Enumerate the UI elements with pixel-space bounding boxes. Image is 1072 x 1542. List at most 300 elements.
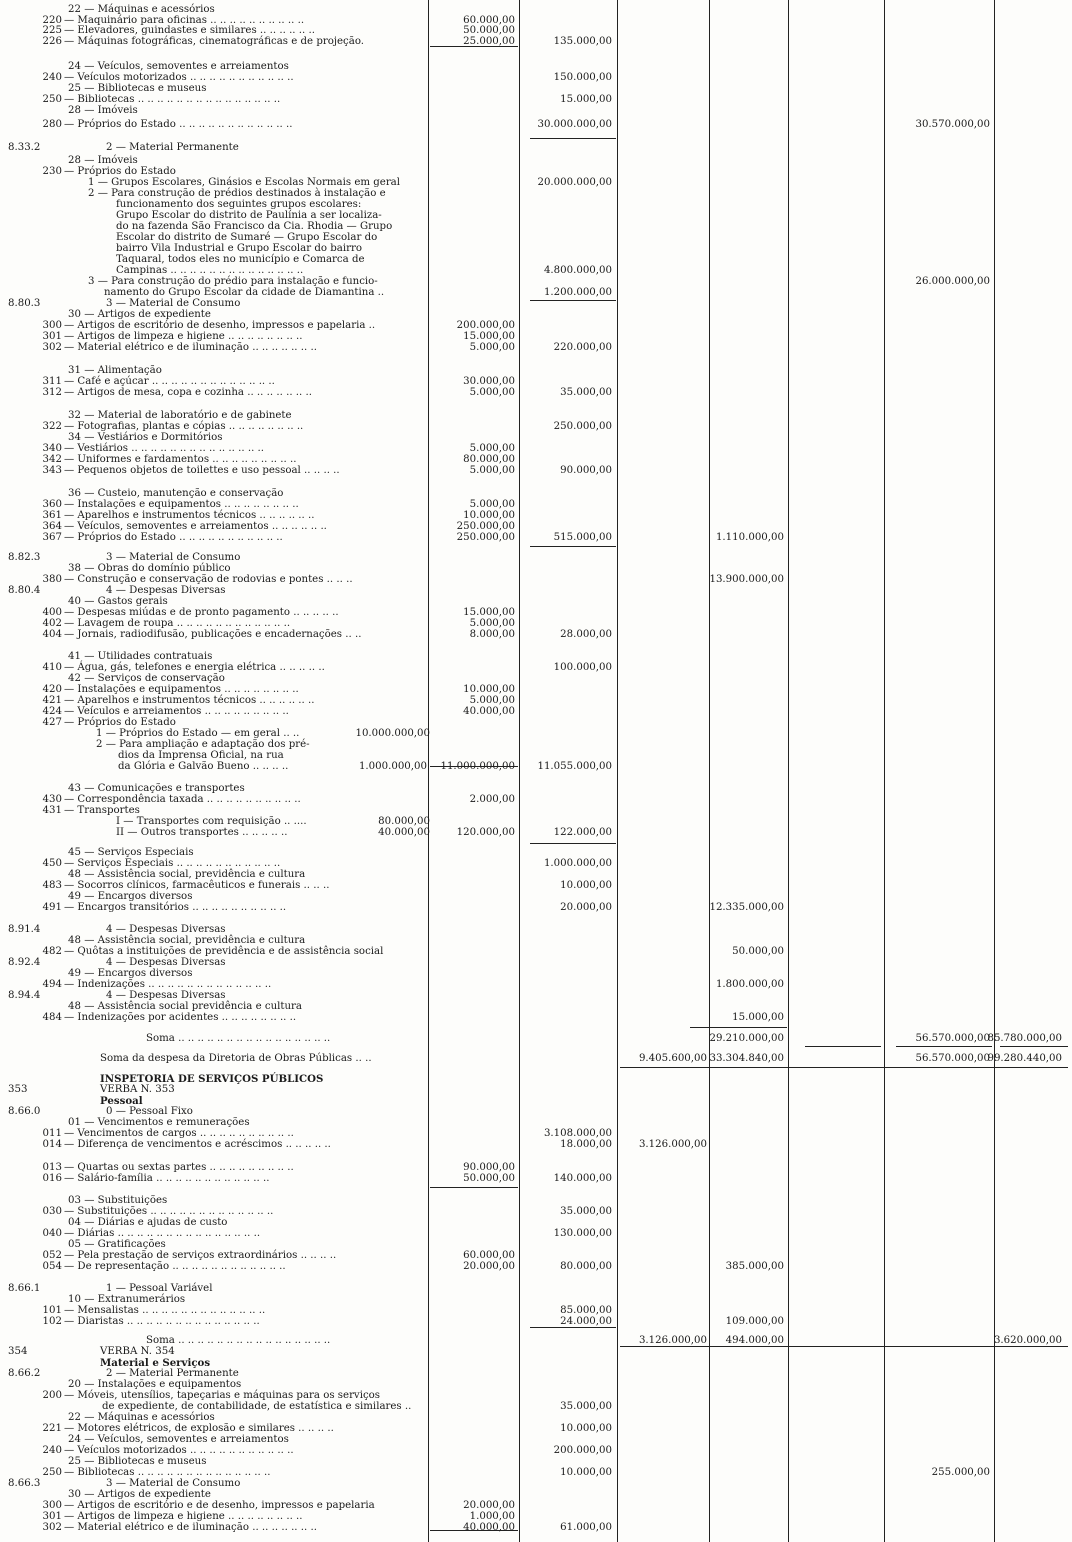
item-code: 301 [42, 1511, 62, 1522]
item-label: 1 — Grupos Escolares, Ginásios e Escolas Normais em geral [88, 177, 401, 188]
item-code: 482 [42, 946, 62, 957]
amount-c4: 15.000,00 [732, 1012, 784, 1023]
item-label: — Artigos de limpeza e higiene .. .. .. .. .. .. .. .. [64, 331, 303, 342]
item-label: — Mensalistas .. .. .. .. .. .. .. .. .. .. .. .. .. [64, 1305, 266, 1316]
item-label: — Diárias .. .. .. .. .. .. .. .. .. .. .. .. .. .. .. [64, 1228, 261, 1239]
item-code: 380 [42, 574, 62, 585]
amount-c2: 30.000.000,00 [537, 119, 612, 130]
budget-line [0, 1174, 1072, 1185]
column-underline [896, 1046, 992, 1047]
amount-c4: 13.900.000,00 [709, 574, 784, 585]
item-code: 302 [42, 342, 62, 353]
item-label: — Máquinas fotográficas, cinematográficas e de projeção. [64, 36, 365, 47]
item-label: — Móveis, utensílios, tapeçarias e máquinas para os serviços [64, 1390, 381, 1401]
item-label: — Serviços Especiais .. .. .. .. .. .. .. .. .. .. .. [64, 858, 281, 869]
item-label: namento do Grupo Escolar da cidade de Diamantina .. [104, 287, 385, 298]
budget-line [0, 120, 1072, 131]
item-code: 054 [42, 1261, 62, 1272]
item-code: 427 [42, 717, 62, 728]
column-underline [430, 1187, 518, 1188]
item-code: 200 [42, 1390, 62, 1401]
amount-c1: 10.000,00 [463, 684, 515, 695]
section-code: 353 [8, 1084, 28, 1095]
item-label: — Correspondência taxada .. .. .. .. .. .. .. .. .. .. [64, 794, 301, 805]
item-code: 450 [42, 858, 62, 869]
item-label: 36 — Custeio, manutenção e conservação [68, 488, 284, 499]
amount-c2: 80.000,00 [560, 1261, 612, 1272]
item-label: — Transportes [64, 805, 140, 816]
amount-c1: 5.000,00 [469, 465, 515, 476]
item-label: 41 — Utilidades contratuais [68, 651, 213, 662]
item-label: — Instalações e equipamentos .. .. .. .. .. .. .. .. [64, 684, 299, 695]
item-code: 040 [42, 1228, 62, 1239]
item-label: — Artigos de escritório de desenho, impressos e papelaria .. [64, 320, 376, 331]
item-label: 1 — Próprios do Estado — em geral .. .. [96, 728, 300, 739]
amount-c1: 15.000,00 [463, 607, 515, 618]
item-label: — Bibliotecas .. .. .. .. .. .. .. .. .. .. .. .. .. .. [64, 1467, 271, 1478]
item-label: — Motores elétricos, de explosão e similares .. .. .. .. [64, 1423, 334, 1434]
amount-c2: 10.000,00 [560, 880, 612, 891]
item-label: Campinas .. .. .. .. .. .. .. .. .. .. .. .. .. .. [116, 265, 304, 276]
item-code: 430 [42, 794, 62, 805]
item-code: 494 [42, 979, 62, 990]
amount-c2: 1.000.000,00 [543, 858, 612, 869]
amount-c7: 3.620.000,00 [993, 1335, 1062, 1346]
item-code: 016 [42, 1173, 62, 1184]
item-code: 226 [42, 36, 62, 47]
amount-c1: 50.000,00 [463, 25, 515, 36]
item-label: — Artigos de escritório e de desenho, impressos e papelaria [64, 1500, 375, 1511]
item-label: 25 — Bibliotecas e museus [68, 1456, 207, 1467]
budget-line [0, 106, 1072, 117]
inline-value: 10.000.000,00 [355, 728, 430, 739]
column-underline [530, 138, 616, 139]
budget-line [0, 828, 1072, 839]
amount-c2: 15.000,00 [560, 94, 612, 105]
item-label: 3 — Material de Consumo [106, 1478, 241, 1489]
budget-line [0, 1523, 1072, 1534]
item-label: INSPETORIA DE SERVIÇOS PÚBLICOS [100, 1073, 324, 1085]
item-label: — Artigos de mesa, copa e cozinha .. .. .. .. .. .. .. [64, 387, 312, 398]
amount-c2: 18.000,00 [560, 1139, 612, 1150]
amount-c2: 150.000,00 [553, 72, 612, 83]
amount-c2: 220.000,00 [553, 342, 612, 353]
amount-c2: 135.000,00 [553, 36, 612, 47]
item-label: — Encargos transitórios .. .. .. .. .. .. .. .. .. .. [64, 902, 287, 913]
item-code: 424 [42, 706, 62, 717]
section-code: 8.80.4 [8, 585, 41, 596]
amount-c4: 109.000,00 [725, 1316, 784, 1327]
item-label: 2 — Material Permanente [106, 142, 239, 153]
amount-c1: 20.000,00 [463, 1500, 515, 1511]
column-underline [805, 1046, 881, 1047]
inline-value: 80.000,00 [378, 816, 430, 827]
item-label: Taquaral, todos eles no município e Comarca de [116, 254, 365, 265]
item-code: 301 [42, 331, 62, 342]
item-label: 48 — Assistência social, previdência e cultura [68, 869, 306, 880]
item-code: 052 [42, 1250, 62, 1261]
item-label: de expediente, de contabilidade, de estatística e similares .. [102, 1401, 412, 1412]
item-code: 483 [42, 880, 62, 891]
item-label: 32 — Material de laboratório e de gabinete [68, 410, 292, 421]
budget-line [0, 1262, 1072, 1273]
amount-c2: 20.000.000,00 [537, 177, 612, 188]
amount-c4: 1.110.000,00 [715, 532, 784, 543]
amount-c1: 11.000.000,00 [440, 761, 515, 772]
amount-c4: 29.210.000,00 [709, 1033, 784, 1044]
amount-c1: 90.000,00 [463, 1162, 515, 1173]
item-label: — Quôtas a instituições de previdência e de assistência social [64, 946, 384, 957]
item-label: — Indenizações .. .. .. .. .. .. .. .. .. .. .. .. .. [64, 979, 272, 990]
item-label: 43 — Comunicações e transportes [68, 783, 245, 794]
item-code: 404 [42, 629, 62, 640]
section-code: 8.66.2 [8, 1368, 41, 1379]
item-code: 360 [42, 499, 62, 510]
amount-c4: 12.335.000,00 [709, 902, 784, 913]
amount-c1: 250.000,00 [456, 532, 515, 543]
item-code: 402 [42, 618, 62, 629]
item-label: 45 — Serviços Especiais [68, 847, 194, 858]
item-label: — Artigos de limpeza e higiene .. .. .. .. .. .. .. .. [64, 1511, 303, 1522]
section-code: 8.66.0 [8, 1106, 41, 1117]
section-code: 8.92.4 [8, 957, 41, 968]
item-label: — Socorros clínicos, farmacêuticos e funerais .. .. .. [64, 880, 330, 891]
budget-line [0, 1085, 1072, 1096]
item-label: 10 — Extranumerários [68, 1294, 186, 1305]
budget-line [0, 1013, 1072, 1024]
item-label: 04 — Diárias e ajudas de custo [68, 1217, 228, 1228]
amount-c1: 5.000,00 [469, 387, 515, 398]
column-underline [430, 1530, 518, 1531]
item-label: 05 — Gratificações [68, 1239, 166, 1250]
column-underline [530, 1327, 616, 1328]
amount-c2: 24.000,00 [560, 1316, 612, 1327]
budget-line [0, 343, 1072, 354]
item-label: dios da Imprensa Oficial, na rua [118, 750, 284, 761]
section-code: 8.82.3 [8, 552, 41, 563]
amount-c6: 56.570.000,00 [915, 1053, 990, 1064]
item-label: 2 — Material Permanente [106, 1368, 239, 1379]
item-code: 300 [42, 320, 62, 331]
column-underline [530, 843, 616, 844]
amount-c4: 50.000,00 [732, 946, 784, 957]
item-label: 4 — Despesas Diversas [106, 990, 226, 1001]
amount-c2: 90.000,00 [560, 465, 612, 476]
amount-c1: 8.000,00 [469, 629, 515, 640]
item-code: 240 [42, 72, 62, 83]
amount-c1: 40.000,00 [463, 1522, 515, 1533]
item-label: — Lavagem de roupa .. .. .. .. .. .. .. .. .. .. .. .. [64, 618, 291, 629]
amount-c1: 40.000,00 [463, 706, 515, 717]
amount-c1: 250.000,00 [456, 521, 515, 532]
item-label: 01 — Vencimentos e remunerações [68, 1117, 250, 1128]
amount-c2: 35.000,00 [560, 1206, 612, 1217]
item-label: 3 — Material de Consumo [106, 298, 241, 309]
item-code: 300 [42, 1500, 62, 1511]
amount-c1: 30.000,00 [463, 376, 515, 387]
item-label: — Instalações e equipamentos .. .. .. .. .. .. .. .. [64, 499, 299, 510]
item-label: — Próprios do Estado [64, 717, 176, 728]
column-underline [620, 1346, 1068, 1347]
amount-c1: 5.000,00 [469, 499, 515, 510]
column-underline [690, 1027, 787, 1028]
amount-c2: 4.800.000,00 [543, 265, 612, 276]
item-label: — Indenizações por acidentes .. .. .. .. .. .. .. .. [64, 1012, 297, 1023]
item-label: Material e Serviços [100, 1357, 211, 1369]
item-label: — Material elétrico e de iluminação .. .. .. .. .. .. .. [64, 1522, 317, 1533]
item-label: — Aparelhos e instrumentos técnicos .. .. .. .. .. .. [64, 510, 315, 521]
item-code: 491 [42, 902, 62, 913]
item-label: 49 — Encargos diversos [68, 968, 193, 979]
item-label: 42 — Serviços de conservação [68, 673, 225, 684]
amount-c1: 10.000,00 [463, 510, 515, 521]
item-label: 24 — Veículos, semoventes e arreiamentos [68, 1434, 289, 1445]
item-code: 011 [42, 1128, 62, 1139]
item-label: VERBA N. 353 [100, 1084, 175, 1095]
amount-c1: 80.000,00 [463, 454, 515, 465]
item-code: 421 [42, 695, 62, 706]
amount-c2: 250.000,00 [553, 421, 612, 432]
budget-line [0, 795, 1072, 806]
item-label: — Bibliotecas .. .. .. .. .. .. .. .. .. .. .. .. .. .. .. [64, 94, 281, 105]
amount-c3: 9.405.600,00 [638, 1053, 707, 1064]
amount-c2: 100.000,00 [553, 662, 612, 673]
item-code: 420 [42, 684, 62, 695]
item-label: — Veículos, semoventes e arreiamentos .. .. .. .. .. .. [64, 521, 327, 532]
item-label: — Quartas ou sextas partes .. .. .. .. .. .. .. .. .. [64, 1162, 294, 1173]
item-label: Grupo Escolar do distrito de Paulínia a ser localiza- [116, 210, 382, 221]
column-underline [530, 546, 616, 547]
budget-line [0, 1140, 1072, 1151]
item-code: 364 [42, 521, 62, 532]
section-code: 354 [8, 1346, 28, 1357]
item-label: — Veículos motorizados .. .. .. .. .. .. .. .. .. .. .. [64, 1445, 294, 1456]
amount-c2: 10.000,00 [560, 1467, 612, 1478]
budget-line [0, 1034, 1072, 1045]
item-label: — Salário-família .. .. .. .. .. .. .. .. .. .. .. .. [64, 1173, 270, 1184]
amount-c1: 50.000,00 [463, 1173, 515, 1184]
item-label: 3 — Para construção do prédio para instalação e funcio- [88, 276, 378, 287]
column-underline [530, 300, 616, 301]
item-label: — Pela prestação de serviços extraordinários .. .. .. .. [64, 1250, 337, 1261]
item-label: Soma .. .. .. .. .. .. .. .. .. .. .. .. .. .. .. .. [146, 1335, 331, 1346]
amount-c2: 85.000,00 [560, 1305, 612, 1316]
section-code: 8.66.1 [8, 1283, 41, 1294]
amount-c2: 35.000,00 [560, 1401, 612, 1412]
item-label: — Próprios do Estado .. .. .. .. .. .. .. .. .. .. .. .. [64, 119, 293, 130]
amount-c4: 385.000,00 [725, 1261, 784, 1272]
budget-line [0, 1054, 1072, 1065]
item-label: da Glória e Galvão Bueno .. .. .. .. [118, 761, 289, 772]
item-code: 102 [42, 1316, 62, 1327]
item-label: Soma .. .. .. .. .. .. .. .. .. .. .. .. .. .. .. .. [146, 1033, 331, 1044]
amount-c1: 5.000,00 [469, 342, 515, 353]
item-label: — Substituições .. .. .. .. .. .. .. .. .. .. .. .. .. [64, 1206, 274, 1217]
item-code: 312 [42, 387, 62, 398]
amount-c2: 20.000,00 [560, 902, 612, 913]
amount-c4: 494.000,00 [725, 1335, 784, 1346]
item-code: 221 [42, 1423, 62, 1434]
budget-line [0, 37, 1072, 48]
amount-c2: 10.000,00 [560, 1423, 612, 1434]
item-label: — Despesas miúdas e de pronto pagamento .. .. .. .. .. [64, 607, 339, 618]
inline-value: 40.000,00 [378, 827, 430, 838]
amount-c1: 25.000,00 [463, 36, 515, 47]
item-label: — Diferença de vencimentos e acréscimos .. .. .. .. .. [64, 1139, 331, 1150]
item-label: — De representação .. .. .. .. .. .. .. .. .. .. .. .. [64, 1261, 286, 1272]
item-label: II — Outros transportes .. .. .. .. .. [116, 827, 288, 838]
item-code: 250 [42, 1467, 62, 1478]
item-label: 38 — Obras do domínio público [68, 563, 231, 574]
item-label: 4 — Despesas Diversas [106, 585, 226, 596]
budget-line [0, 762, 1072, 773]
item-code: 225 [42, 25, 62, 36]
item-label: 03 — Substituições [68, 1195, 168, 1206]
item-code: 250 [42, 94, 62, 105]
item-label: — Café e açúcar .. .. .. .. .. .. .. .. .. .. .. .. .. [64, 376, 275, 387]
item-label: 24 — Veículos, semoventes e arreiamentos [68, 61, 289, 72]
item-code: 030 [42, 1206, 62, 1217]
amount-c2: 515.000,00 [553, 532, 612, 543]
item-code: 302 [42, 1522, 62, 1533]
section-code: 8.66.3 [8, 1478, 41, 1489]
item-label: — Fotografias, plantas e cópias .. .. .. .. .. .. .. .. [64, 421, 304, 432]
item-code: 230 [42, 166, 62, 177]
amount-c2: 1.200.000,00 [543, 287, 612, 298]
item-label: 28 — Imóveis [68, 155, 138, 166]
amount-c4: 1.800.000,00 [715, 979, 784, 990]
item-label: 48 — Assistência social previdência e cultura [68, 1001, 302, 1012]
item-label: — Diaristas .. .. .. .. .. .. .. .. .. .. .. .. .. .. [64, 1316, 260, 1327]
amount-c1: 200.000,00 [456, 320, 515, 331]
item-label: — Próprios do Estado .. .. .. .. .. .. .. .. .. .. .. [64, 532, 283, 543]
amount-c4: 33.304.840,00 [709, 1053, 784, 1064]
item-code: 400 [42, 607, 62, 618]
amount-c1: 2.000,00 [469, 794, 515, 805]
item-label: — Veículos e arreiamentos .. .. .. .. .. .. .. .. .. [64, 706, 289, 717]
item-label: — Elevadores, guindastes e similares .. .. .. .. .. .. [64, 25, 315, 36]
item-label: Pessoal [100, 1095, 143, 1107]
budget-line [0, 533, 1072, 544]
item-label: 30 — Artigos de expediente [68, 309, 211, 320]
item-label: 4 — Despesas Diversas [106, 924, 226, 935]
item-code: 280 [42, 119, 62, 130]
item-label: 30 — Artigos de expediente [68, 1489, 211, 1500]
item-label: 22 — Máquinas e acessórios [68, 4, 215, 15]
item-label: — Vencimentos de cargos .. .. .. .. .. .. .. .. .. .. [64, 1128, 294, 1139]
budget-line [0, 388, 1072, 399]
item-label: — Uniformes e fardamentos .. .. .. .. .. .. .. .. .. [64, 454, 297, 465]
item-label: I — Transportes com requisição .. .... [116, 816, 307, 827]
item-code: 342 [42, 454, 62, 465]
item-label: Soma da despesa da Diretoria de Obras Públicas .. .. [100, 1053, 372, 1064]
item-label: 4 — Despesas Diversas [106, 957, 226, 968]
item-label: — Vestiários .. .. .. .. .. .. .. .. .. .. .. .. .. .. [64, 443, 265, 454]
budget-line [0, 630, 1072, 641]
item-label: — Construção e conservação de rodovias e pontes .. .. .. [64, 574, 353, 585]
amount-c1: 15.000,00 [463, 331, 515, 342]
item-label: funcionamento dos seguintes grupos escolares: [116, 199, 362, 210]
column-underline [430, 46, 518, 47]
item-label: — Aparelhos e instrumentos técnicos .. .. .. .. .. .. [64, 695, 315, 706]
item-code: 484 [42, 1012, 62, 1023]
amount-c6: 255.000,00 [931, 1467, 990, 1478]
amount-c7: 99.280.440,00 [987, 1053, 1062, 1064]
column-underline [1000, 1046, 1068, 1047]
item-code: 322 [42, 421, 62, 432]
amount-c0: 1.000.000,00 [358, 761, 427, 772]
item-label: — Material elétrico e de iluminação .. .. .. .. .. .. .. [64, 342, 317, 353]
amount-c7: 85.780.000,00 [987, 1033, 1062, 1044]
item-label: — Pequenos objetos de toilettes e uso pessoal .. .. .. .. [64, 465, 340, 476]
budget-line [0, 143, 1072, 154]
amount-c1: 5.000,00 [469, 695, 515, 706]
amount-c1: 60.000,00 [463, 15, 515, 26]
amount-c1: 20.000,00 [463, 1261, 515, 1272]
item-label: — Maquinário para oficinas .. .. .. .. .. .. .. .. .. .. [64, 15, 305, 26]
budget-line [0, 903, 1072, 914]
item-label: do na fazenda São Francisco da Cia. Rhodia — Grupo [116, 221, 393, 232]
section-code: 8.33.2 [8, 142, 41, 153]
amount-c2: 35.000,00 [560, 387, 612, 398]
item-code: 340 [42, 443, 62, 454]
item-label: 3 — Material de Consumo [106, 552, 241, 563]
item-label: 28 — Imóveis [68, 105, 138, 116]
item-label: 40 — Gastos gerais [68, 596, 168, 607]
amount-c2: 28.000,00 [560, 629, 612, 640]
amount-c1: 120.000,00 [456, 827, 515, 838]
column-underline [620, 1067, 1068, 1068]
item-label: 48 — Assistência social, previdência e cultura [68, 935, 306, 946]
item-label: 20 — Instalações e equipamentos [68, 1379, 242, 1390]
amount-c2: 130.000,00 [553, 1228, 612, 1239]
item-label: — Jornais, radiodifusão, publicações e encadernações .. .. [64, 629, 362, 640]
item-label: 0 — Pessoal Fixo [106, 1106, 193, 1117]
amount-c2: 3.108.000,00 [543, 1128, 612, 1139]
amount-c1: 5.000,00 [469, 443, 515, 454]
item-label: 34 — Vestiários e Dormitórios [68, 432, 223, 443]
item-code: 431 [42, 805, 62, 816]
amount-c2: 200.000,00 [553, 1445, 612, 1456]
item-label: 31 — Alimentação [68, 365, 162, 376]
item-code: 240 [42, 1445, 62, 1456]
item-code: 361 [42, 510, 62, 521]
amount-c2: 61.000,00 [560, 1522, 612, 1533]
amount-c6: 56.570.000,00 [915, 1033, 990, 1044]
item-label: 22 — Máquinas e acessórios [68, 1412, 215, 1423]
item-code: 410 [42, 662, 62, 673]
column-underline [430, 766, 518, 767]
budget-line [0, 466, 1072, 477]
item-code: 311 [42, 376, 62, 387]
section-code: 8.94.4 [8, 990, 41, 1001]
item-label: 2 — Para ampliação e adaptação dos pré- [96, 739, 310, 750]
amount-c2: 140.000,00 [553, 1173, 612, 1184]
item-label: 49 — Encargos diversos [68, 891, 193, 902]
item-code: 367 [42, 532, 62, 543]
item-label: VERBA N. 354 [100, 1346, 175, 1357]
item-label: 2 — Para construção de prédios destinados à instalação e [88, 188, 386, 199]
item-label: — Próprios do Estado [64, 166, 176, 177]
amount-c6: 30.570.000,00 [915, 119, 990, 130]
item-code: 014 [42, 1139, 62, 1150]
item-label: 1 — Pessoal Variável [106, 1283, 213, 1294]
item-code: 220 [42, 15, 62, 26]
item-label: bairro Vila Industrial e Grupo Escolar do bairro [116, 243, 362, 254]
item-code: 343 [42, 465, 62, 476]
amount-c1: 5.000,00 [469, 618, 515, 629]
item-label: — Veículos motorizados .. .. .. .. .. .. .. .. .. .. .. [64, 72, 294, 83]
